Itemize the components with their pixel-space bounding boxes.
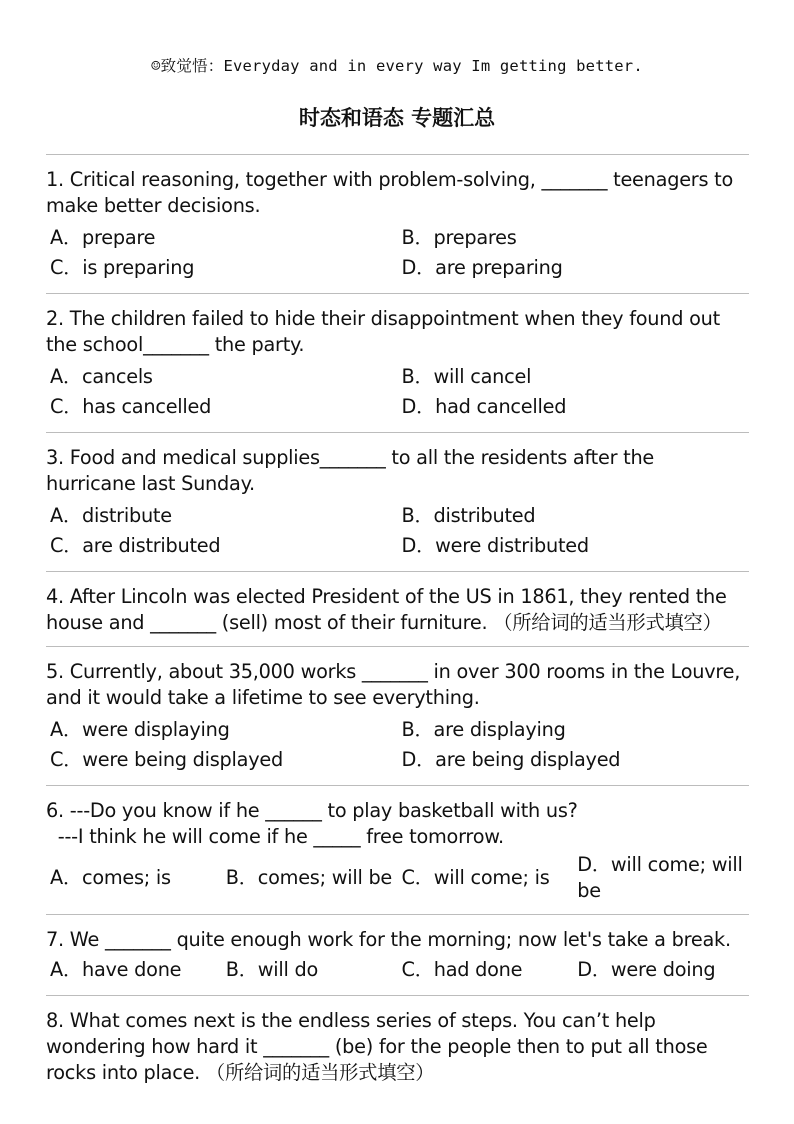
option-b: B．are displaying xyxy=(401,718,566,741)
option-d: D．are preparing xyxy=(401,256,563,279)
option-b: B．prepares xyxy=(401,226,517,249)
question-stem-line-1: 6. ---Do you know if he ______ to play basketball with us? xyxy=(46,799,578,822)
option-b: B．will do xyxy=(225,958,319,981)
question-3 xyxy=(46,432,749,571)
option-c: C．were being displayed xyxy=(50,748,283,771)
question-stem: 7. We _______ quite enough work for the morning; now let's take a break. xyxy=(46,928,731,951)
question-1 xyxy=(46,154,749,293)
option-a: A．comes; is xyxy=(50,866,171,889)
option-a: A．prepare xyxy=(50,226,156,249)
option-a: A．were displaying xyxy=(50,718,230,741)
question-7 xyxy=(46,914,749,995)
option-c: C．will come; is xyxy=(401,866,550,889)
option-c: C．had done xyxy=(401,958,523,981)
question-stem: 1. Critical reasoning, together with problem-solving, _______ teenagers to make better decisions. xyxy=(46,168,734,217)
option-d: D．were doing xyxy=(577,958,716,981)
question-stem: 8. What comes next is the endless series of steps. You can’t help wondering how hard it _______ (be) for the people then to put all those rocks into place. （所给词的适当形式填空） xyxy=(46,1009,708,1084)
question-list xyxy=(46,154,749,1096)
option-a: A．distribute xyxy=(50,504,172,527)
question-4 xyxy=(46,571,749,646)
option-c: C．is preparing xyxy=(50,256,195,279)
motto-header: ☺致觉悟：Everyday and in every way Im getting better. xyxy=(151,57,643,75)
question-stem: 4. After Lincoln was elected President of the US in 1861, they rented the house and _______ (sell) most of their furniture. （所给词的适当形式填空） xyxy=(46,585,727,634)
question-6 xyxy=(46,785,749,914)
question-8 xyxy=(46,995,749,1096)
question-2 xyxy=(46,293,749,432)
question-stem: 2. The children failed to hide their disappointment when they found out the school_______ the party. xyxy=(46,307,720,356)
option-d: D．are being displayed xyxy=(401,748,621,771)
option-d: D．will come; will be xyxy=(577,853,743,902)
question-5 xyxy=(46,646,749,785)
question-stem: 3. Food and medical supplies_______ to all the residents after the hurricane last Sunday. xyxy=(46,446,655,495)
option-b: B．will cancel xyxy=(401,365,532,388)
question-stem-line-2: ---I think he will come if he _____ free tomorrow. xyxy=(46,825,504,848)
option-c: C．are distributed xyxy=(50,534,221,557)
option-d: D．had cancelled xyxy=(401,395,567,418)
option-a: A．cancels xyxy=(50,365,153,388)
option-d: D．were distributed xyxy=(401,534,589,557)
option-b: B．comes; will be xyxy=(225,866,393,889)
option-b: B．distributed xyxy=(401,504,536,527)
question-stem: 5. Currently, about 35,000 works _______ in over 300 rooms in the Louvre, and it would take a lifetime to see everything. xyxy=(46,660,741,709)
page-title: 时态和语态 专题汇总 xyxy=(298,106,496,130)
option-c: C．has cancelled xyxy=(50,395,212,418)
option-a: A．have done xyxy=(50,958,182,981)
